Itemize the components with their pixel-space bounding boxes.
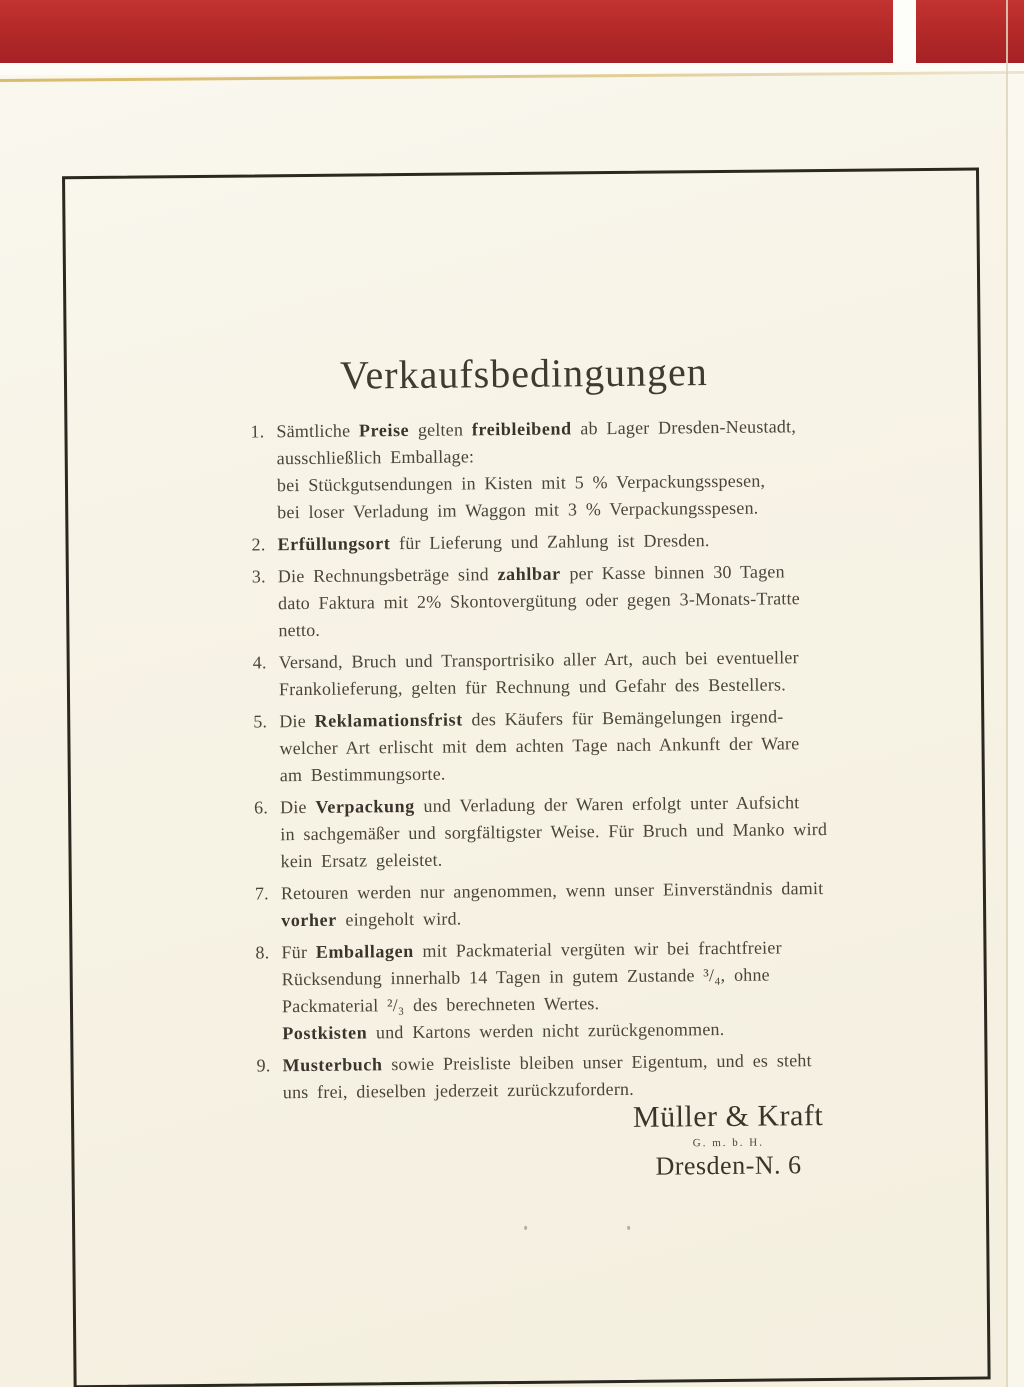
company-legal-form: G. m. b. H. [692,1136,764,1150]
term-text: Versand, Bruch und Transportrisiko aller Art, auch bei eventueller Frankolieferung, gelten für Rechnung und Gefahr des Bestellers. [278,647,799,700]
term-item [255,875,827,934]
signature-block [602,1099,855,1182]
term-number: 3. [251,566,266,587]
term-item [252,558,825,644]
ink-speck [627,1226,630,1230]
term-item [250,413,823,526]
term-item [256,1047,828,1106]
page-title: Verkaufsbedingungen [339,349,709,398]
term-item [253,644,825,703]
term-item [251,526,823,558]
term-text: Die Verpackung und Verladung der Waren erfolgt unter Aufsicht in sachgemäßer und sorgfältigster Weise. Für Bruch und Manko wird kein Ersatz geleistet. [279,792,828,872]
term-number: 6. [253,797,269,818]
term-number: 7. [254,883,269,904]
term-number: 2. [251,534,266,555]
term-item [253,703,826,789]
term-text: Für Emballagen mit Packmaterial vergüten wir bei frachtfreier Rücksendung innerhalb 14 Tagen in gutem Zustande ³/₄, ohne Packmaterial ²/₃ des berechneten Wertes. Postkisten und Kartons werden nicht zurückgenommen. [281,937,782,1044]
term-text: Retouren werden nur angenommen, wenn unser Einverständnis damit vorher eingeholt wird. [280,878,824,931]
term-number: 9. [256,1055,271,1076]
ink-speck [524,1226,527,1230]
term-number: 5. [253,711,268,732]
term-number: 4. [252,652,267,673]
term-text: Die Rechnungsbeträge sind zahlbar per Kasse binnen 30 Tagen dato Faktura mit 2% Skontovergütung oder gegen 3-Monats-Tratte netto. [277,561,801,641]
term-item [255,934,828,1047]
term-text: Die Reklamationsfrist des Käufers für Bemängelungen irgend- welcher Art erlischt mit dem achten Tage nach Ankunft der Ware am Bestimmungsorte. [279,706,800,786]
term-text: Musterbuch sowie Preisliste bleiben unser Eigentum, und es steht uns frei, dieselben jederzeit zurückzufordern. [282,1050,812,1103]
term-text: Erfüllungsort für Lieferung und Zahlung ist Dresden. [277,530,710,555]
term-text: Sämtliche Preise gelten freibleibend ab Lager Dresden-Neustadt, ausschließlich Emballage: bei Stückgutsendungen in Kisten mit 5 % Verpackungsspesen, bei loser Verladung im Waggon mit 3 % Verpackungsspesen. [276,416,797,523]
term-item [254,789,827,875]
term-number: 8. [255,942,270,963]
term-number: 1. [250,421,265,442]
terms-list [250,413,829,1111]
company-city: Dresden-N. 6 [655,1150,802,1181]
company-name: Müller & Kraft [632,1099,824,1134]
